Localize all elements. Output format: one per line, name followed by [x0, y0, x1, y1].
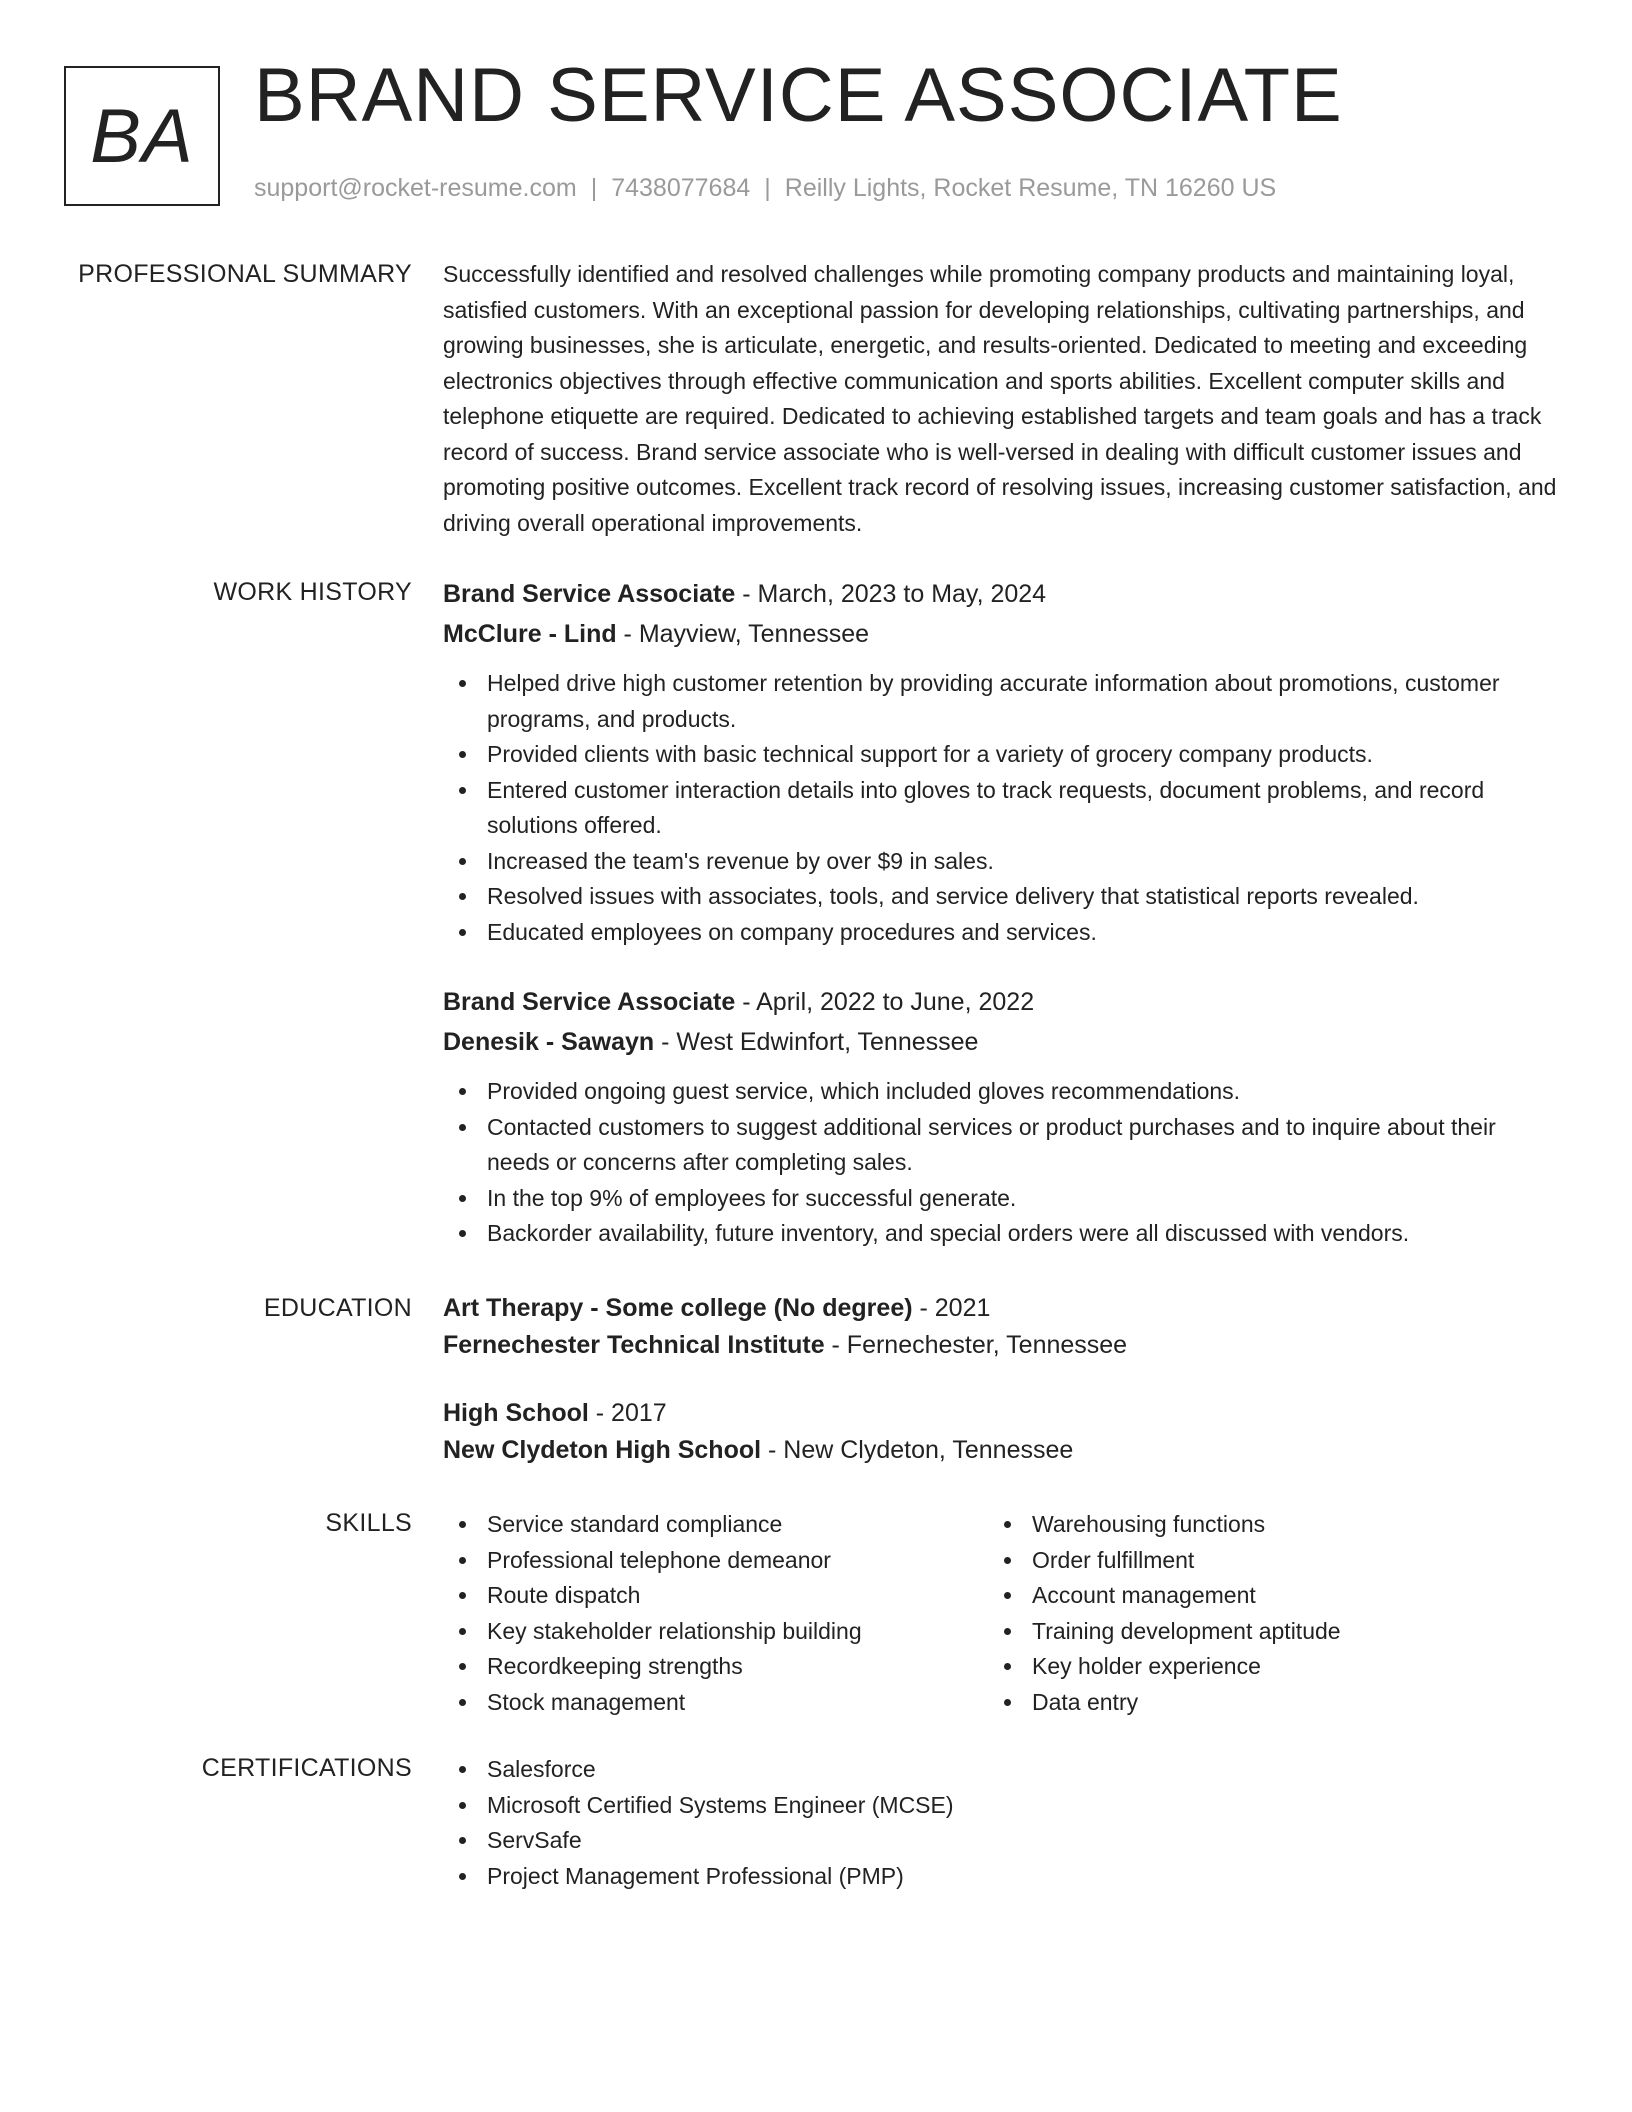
skill-item: Account management — [988, 1578, 1533, 1614]
skills-list-left — [443, 1507, 988, 1720]
job-entry — [443, 982, 1558, 1252]
education-year: - 2021 — [912, 1294, 991, 1322]
education-degree-line — [443, 1290, 1558, 1327]
job-company-line — [443, 614, 1558, 654]
contact-address: Reilly Lights, Rocket Resume, TN 16260 US — [784, 174, 1277, 202]
certification-item: Salesforce — [443, 1752, 1558, 1788]
skill-item: Training development aptitude — [988, 1614, 1533, 1650]
work-history-body — [443, 574, 1558, 1252]
certification-item: Project Management Professional (PMP) — [443, 1859, 1558, 1895]
education-school-line — [443, 1432, 1558, 1469]
job-title: Brand Service Associate — [443, 988, 736, 1016]
section-label-work-history: WORK HISTORY — [213, 578, 412, 606]
education-entry — [443, 1395, 1558, 1469]
certification-item: Microsoft Certified Systems Engineer (MCSE) — [443, 1788, 1558, 1824]
education-location: - Fernechester, Tennessee — [824, 1331, 1128, 1359]
contact-separator: | — [590, 174, 598, 202]
list-item: Helped drive high customer retention by providing accurate information about promotions, customer programs, and products. — [443, 666, 1558, 737]
education-degree: Art Therapy - Some college (No degree) — [443, 1294, 913, 1322]
education-school-line — [443, 1327, 1558, 1364]
page-title: BRAND SERVICE ASSOCIATE — [254, 53, 1343, 138]
skill-item: Order fulfillment — [988, 1543, 1533, 1579]
education-location: - New Clydeton, Tennessee — [761, 1436, 1074, 1464]
list-item: Entered customer interaction details into gloves to track requests, document problems, and record solutions offered. — [443, 773, 1558, 844]
list-item: Contacted customers to suggest additional services or product purchases and to inquire about their needs or concerns after completing sales. — [443, 1110, 1558, 1181]
list-item: Provided clients with basic technical support for a variety of grocery company products. — [443, 737, 1558, 773]
education-body — [443, 1290, 1558, 1469]
education-year: - 2017 — [588, 1399, 667, 1427]
job-company-line — [443, 1022, 1558, 1062]
section-label-skills: SKILLS — [325, 1509, 412, 1537]
skill-item: Service standard compliance — [443, 1507, 988, 1543]
contact-line — [254, 174, 1276, 203]
skills-list-right — [988, 1507, 1533, 1720]
contact-phone: 7438077684 — [611, 174, 751, 202]
education-degree-line — [443, 1395, 1558, 1432]
section-label-certifications: CERTIFICATIONS — [201, 1754, 412, 1782]
skills-body — [443, 1507, 1558, 1720]
skill-item: Key holder experience — [988, 1649, 1533, 1685]
list-item: Provided ongoing guest service, which included gloves recommendations. — [443, 1074, 1558, 1110]
education-entry — [443, 1290, 1558, 1364]
contact-separator: | — [764, 174, 771, 202]
section-label-summary: PROFESSIONAL SUMMARY — [78, 260, 412, 288]
job-title-line — [443, 982, 1558, 1022]
job-location: - Mayview, Tennessee — [616, 620, 870, 648]
job-dates: - April, 2022 to June, 2022 — [735, 988, 1035, 1016]
list-item: Educated employees on company procedures and services. — [443, 915, 1558, 951]
job-company: Denesik - Sawayn — [443, 1028, 655, 1056]
list-item: In the top 9% of employees for successful generate. — [443, 1181, 1558, 1217]
job-location: - West Edwinfort, Tennessee — [654, 1028, 979, 1056]
certifications-body — [443, 1752, 1558, 1894]
summary-text: Successfully identified and resolved challenges while promoting company products and maintaining loyal, satisfied customers. With an exceptional passion for developing relationships, cultivating partnerships, and growing businesses, she is articulate, energetic, and results-oriented. Dedicated to meeting and exceeding electronics objectives through effective communication and sports abilities. Excellent computer skills and telephone etiquette are required. Dedicated to achieving established targets and team goals and has a track record of success. Brand service associate who is well-versed in dealing with difficult customer issues and promoting positive outcomes. Excellent track record of resolving issues, increasing customer satisfaction, and driving overall operational improvements. — [443, 261, 1557, 536]
job-title: Brand Service Associate — [443, 580, 736, 608]
certifications-list — [443, 1752, 1558, 1894]
job-title-line — [443, 574, 1558, 614]
skill-item: Professional telephone demeanor — [443, 1543, 988, 1579]
job-bullets — [443, 1074, 1558, 1252]
job-company: McClure - Lind — [443, 620, 617, 648]
skill-item: Route dispatch — [443, 1578, 988, 1614]
job-entry — [443, 574, 1558, 950]
skill-item: Key stakeholder relationship building — [443, 1614, 988, 1650]
skill-item: Recordkeeping strengths — [443, 1649, 988, 1685]
skill-item: Warehousing functions — [988, 1507, 1533, 1543]
list-item: Increased the team's revenue by over $9 in sales. — [443, 844, 1558, 880]
contact-email: support@rocket-resume.com — [254, 174, 577, 202]
job-bullets — [443, 666, 1558, 950]
job-dates: - March, 2023 to May, 2024 — [735, 580, 1047, 608]
section-label-education: EDUCATION — [263, 1294, 412, 1322]
education-school: New Clydeton High School — [443, 1436, 762, 1464]
skill-item: Stock management — [443, 1685, 988, 1721]
list-item: Backorder availability, future inventory, and special orders were all discussed with vendors. — [443, 1216, 1558, 1252]
education-degree: High School — [443, 1399, 589, 1427]
list-item: Resolved issues with associates, tools, and service delivery that statistical reports revealed. — [443, 879, 1558, 915]
monogram-badge: BA — [64, 66, 220, 206]
education-school: Fernechester Technical Institute — [443, 1331, 825, 1359]
certification-item: ServSafe — [443, 1823, 1558, 1859]
skill-item: Data entry — [988, 1685, 1533, 1721]
